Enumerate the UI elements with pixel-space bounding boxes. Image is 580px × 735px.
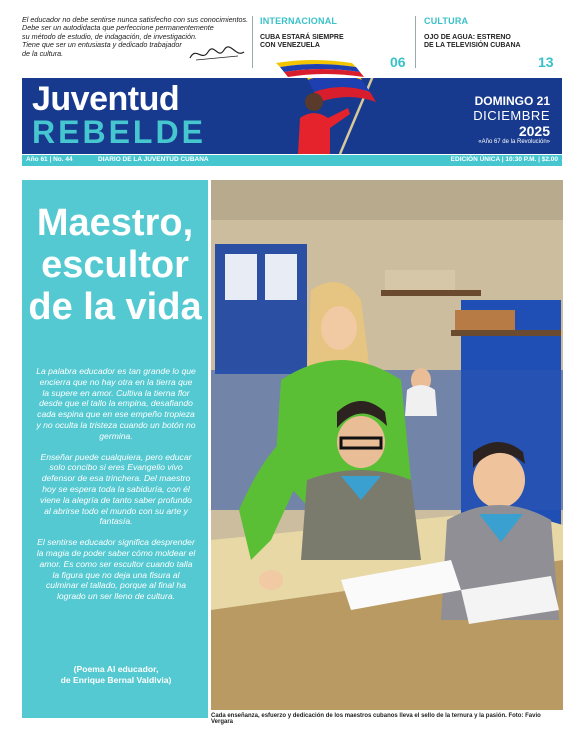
logo-juventud: Juventud [32,80,180,118]
headline-line: escultor [41,244,189,286]
revolution-year: «Año 67 de la Revolución» [478,139,550,145]
page-number: 06 [390,54,406,70]
issue-number: Año 61 | No. 44 [26,156,73,163]
date-day: DOMINGO 21 [474,94,550,108]
poem-stanza: El sentirse educador significa desprender la magia de poder saber cómo moldear el amor. Es como ser escultor cuando talla la figura que no deja una fisura al culminar el tallado, porque al final ha logrado un ser lleno de cultura. [36,537,196,602]
teaser-line: OJO DE AGUA: ESTRENO [424,34,511,41]
headline-line: Maestro, [36,202,194,244]
poem-stanza: Enseñar puede cualquiera, pero educar solo concibo si eres Evangelio vivo defensor de esa trinchera. Del maestro hoy se espera toda la sabiduría, con él viene la alegría de tanto saber profundo al abrirse todo el mundo con su arte y fantasía. [40,451,192,527]
quote-line: su método de estudio, de indagación, de investigación. [22,31,198,41]
article-panel [22,180,208,718]
logo-rebelde: REBELDE [32,114,206,150]
date-month: DICIEMBRE [473,108,550,123]
signature-icon [186,44,246,64]
section-teaser-internacional[interactable] [260,16,410,70]
headline [22,202,208,328]
classroom-photo [211,180,563,710]
section-teaser-cultura[interactable] [424,16,562,70]
issue-date [473,94,550,145]
section-label: INTERNACIONAL [260,16,338,26]
credit-line: (Poema Al educador, [73,664,159,674]
quote-line: de la cultura. [22,48,64,58]
poem-body [36,366,196,612]
photo-caption: Cada enseñanza, esfuerzo y dedicación de los maestros cubanos lleva el sello de la ternura y la pasión. Foto: Favio Vergara [211,713,541,725]
teaser-line: CON VENEZUELA [260,42,320,49]
divider [415,16,416,68]
date-year: 2025 [518,123,550,139]
page-number: 13 [538,54,554,70]
divider [252,16,253,68]
poem-stanza: La palabra educador es tan grande lo que encierra que no hay otra en la tierra que la supere en amor. Cultiva la tierna flor desde que el tallo la empina, desafiando cada espina que en ese empeño tropieza y no oculta la tristeza cuando un botón no germina. [36,366,196,441]
info-bar [22,155,562,166]
tagline: DIARIO DE LA JUVENTUD CUBANA [98,156,209,163]
teaser-line: CUBA ESTARÁ SIEMPRE [260,34,344,41]
masthead [22,78,562,154]
headline-line: de la vida [28,286,202,328]
venezuela-flag-icon [272,56,372,80]
quote-line: Debe ser un autodidacta que perfeccione permanentemente [22,23,214,33]
flag-bearer-image [258,78,388,154]
quote-line: El educador no debe sentirse nunca satisfecho con sus conocimientos. [22,15,249,24]
credit-line: de Enrique Bernal Valdivia) [60,675,172,685]
teaser-line: DE LA TELEVISIÓN CUBANA [424,42,521,49]
section-label: CULTURA [424,16,469,26]
edition-info: EDICIÓN ÚNICA | 10:30 P.M. | $2.00 [450,156,558,163]
poem-credit [36,664,196,686]
quote-line: Tiene que ser un entusiasta y dedicado trabajador [22,40,182,50]
